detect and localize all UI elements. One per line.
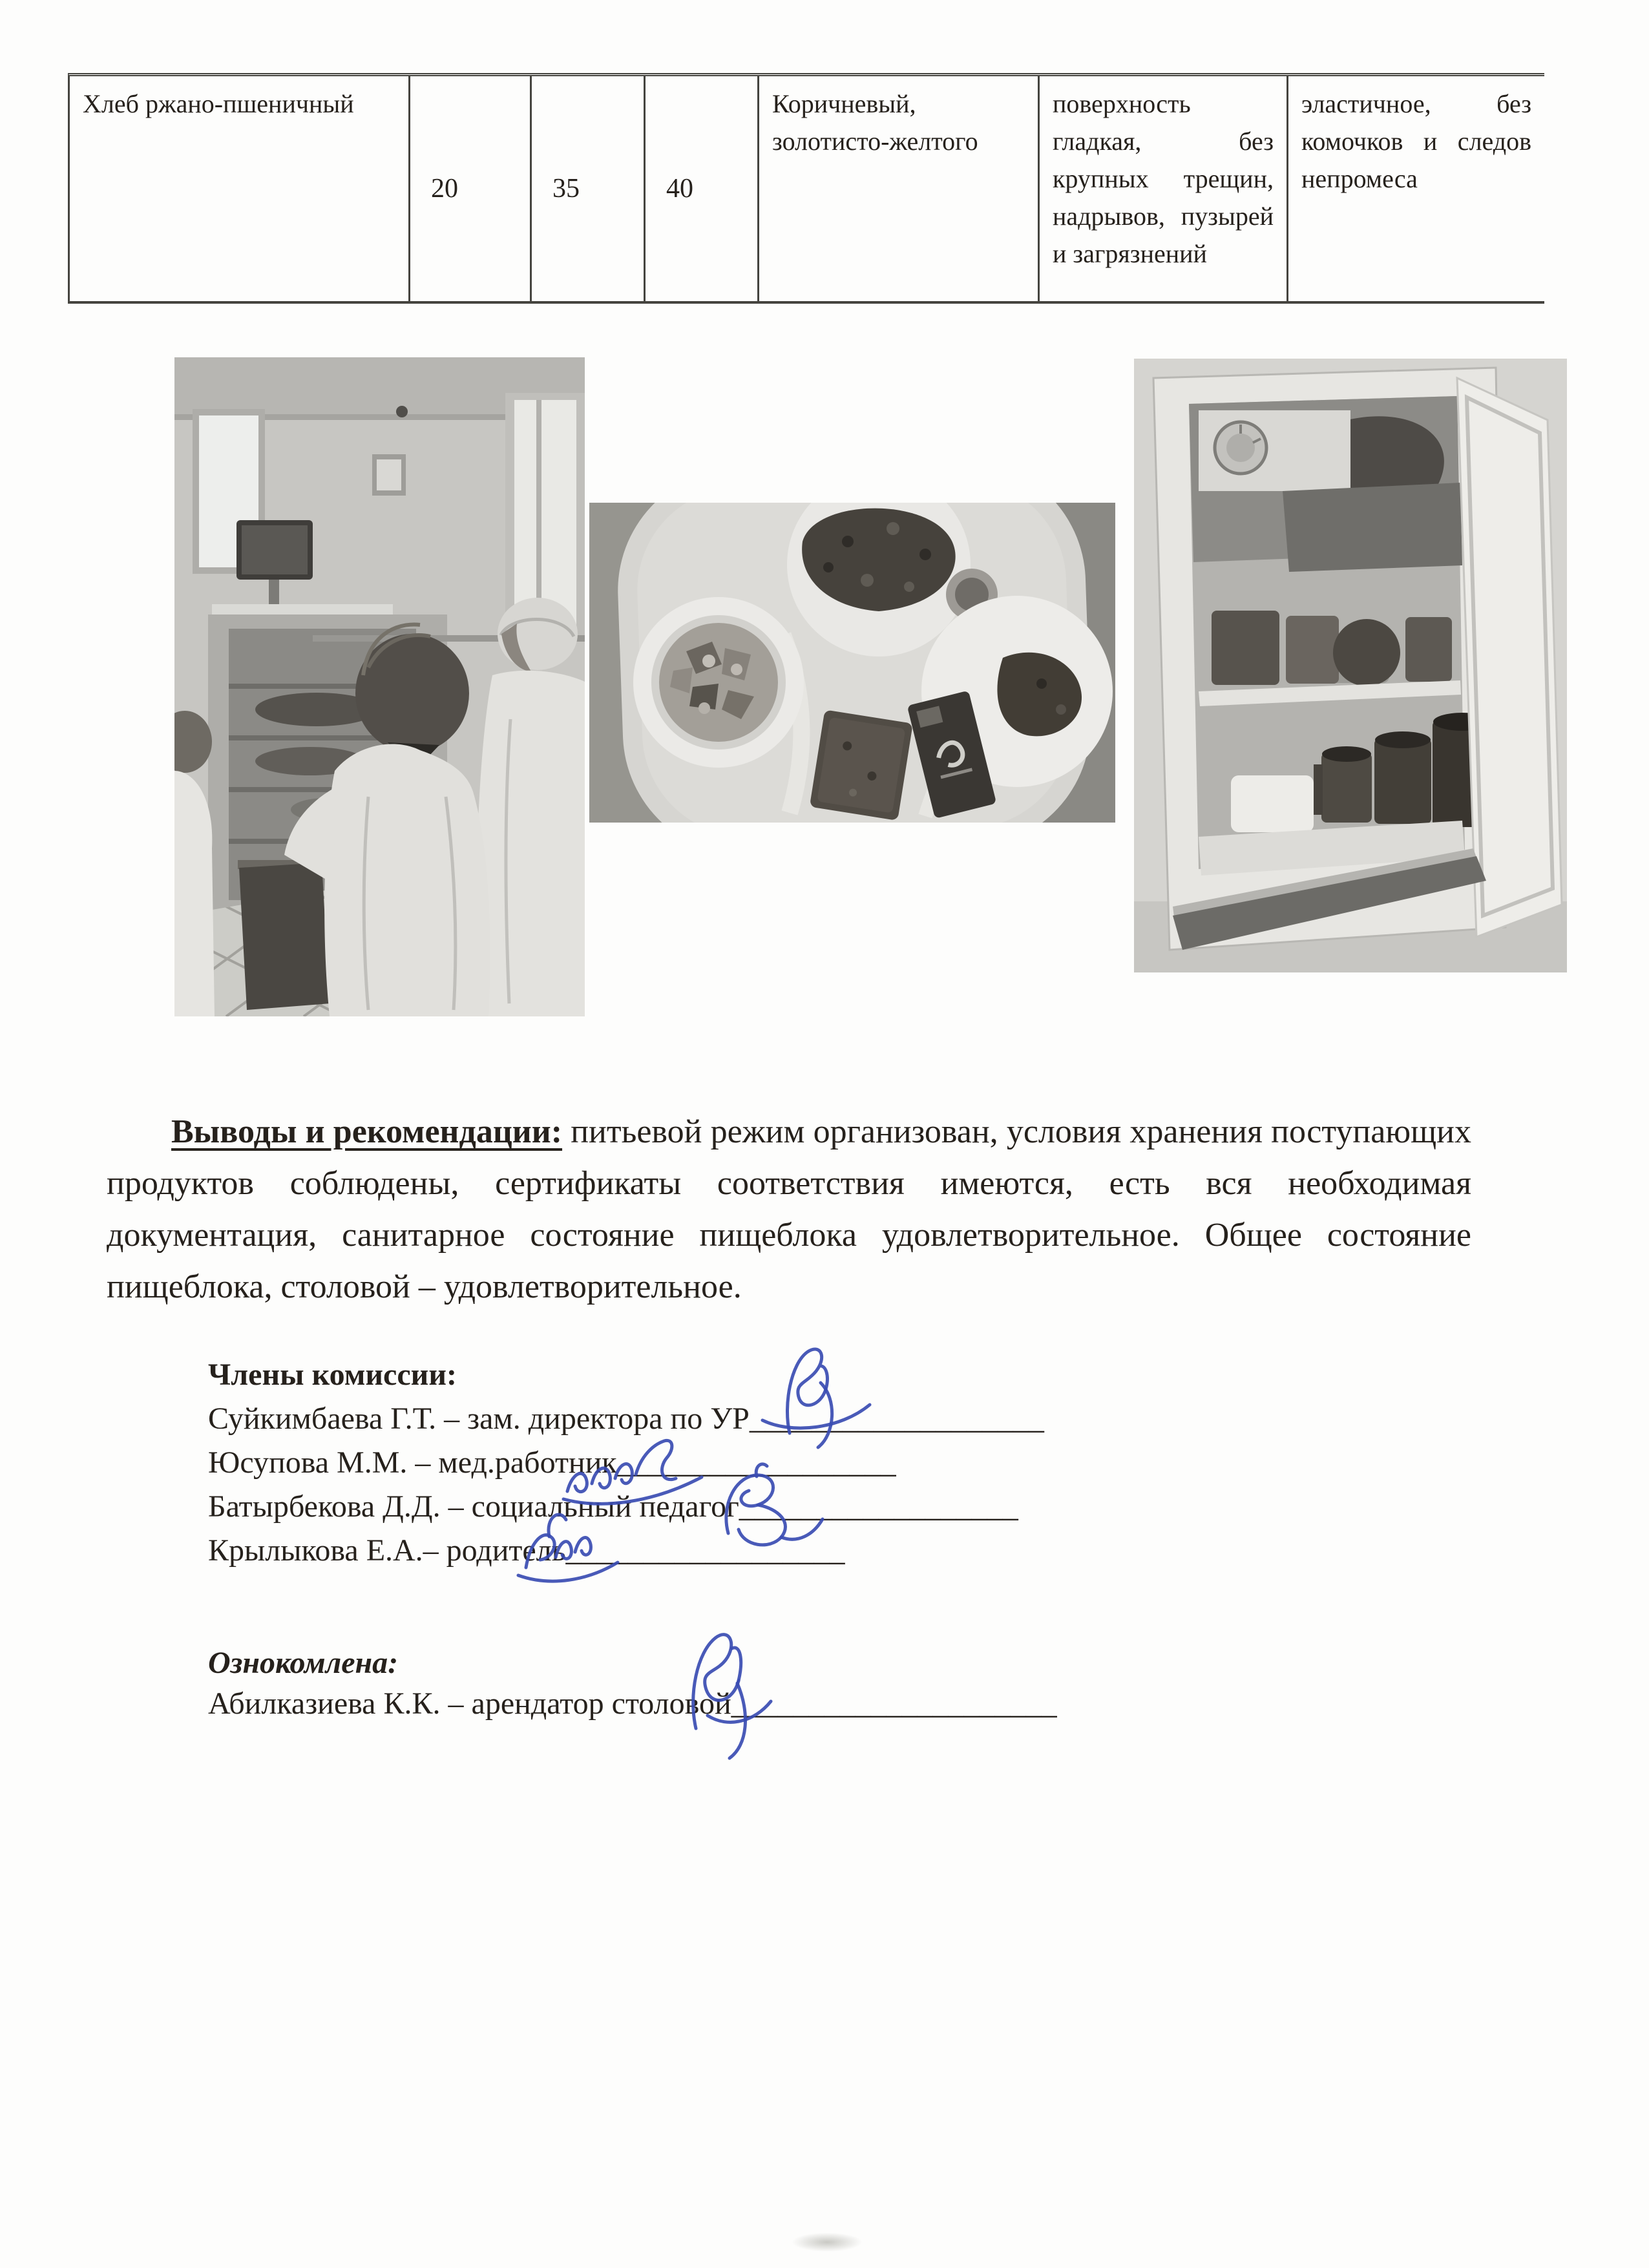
acknowledged-block bbox=[208, 1643, 1057, 1724]
acknowledged-row bbox=[208, 1683, 1057, 1724]
table-cell-value-3: 40 bbox=[646, 76, 759, 301]
food-tray-photo bbox=[589, 503, 1115, 823]
signature-krylykova bbox=[504, 1499, 640, 1596]
table-cell-crumb: эластичное, без комочков и следов непромеса bbox=[1301, 89, 1531, 193]
refrigerator-photo bbox=[1134, 359, 1567, 972]
signature-line: __________________ bbox=[565, 1533, 845, 1568]
table-cell-value-1: 20 bbox=[410, 76, 532, 301]
signature-line: _____________________ bbox=[731, 1686, 1057, 1721]
member-name: Суйкимбаева Г.Т. – зам. директора по УР bbox=[208, 1402, 750, 1436]
table-cell-value-2: 35 bbox=[532, 76, 646, 301]
table-cell-product-name: Хлеб ржано-пшеничный bbox=[70, 76, 410, 301]
table-cell-surface: поверхность гладкая, без крупных трещин, надрывов, пузырей и загрязнений bbox=[1040, 76, 1288, 301]
signature-line: ___________________ bbox=[749, 1402, 1044, 1436]
conclusions-body: питьевой режим организован, условия хранения поступающих продуктов соблюдены, сертификаты соответствия имеются, есть вся необходимая документация, санитарное состояние пищеблока удовлетворительное. Общее состояние пищеблока, столовой – удовлетворительное. bbox=[107, 1113, 1471, 1305]
signature-line: __________________ bbox=[616, 1445, 896, 1480]
bread-quality-table bbox=[68, 73, 1544, 304]
signature-batyrbekova bbox=[695, 1457, 837, 1554]
acknowledged-heading: Ознокомлена: bbox=[208, 1646, 399, 1680]
conclusions-heading: Выводы и рекомендации: bbox=[171, 1113, 563, 1150]
acknowledged-name: Абилказиева К.К. – арендатор столовой bbox=[208, 1686, 731, 1721]
kitchen-inspection-photo bbox=[174, 357, 585, 1016]
signature-line: __________________ bbox=[739, 1489, 1018, 1524]
member-name: Крылыкова Е.А.– родитель bbox=[208, 1533, 566, 1568]
scan-artifact bbox=[792, 2232, 863, 2252]
conclusions-paragraph bbox=[107, 1106, 1471, 1313]
signature-abilkazieva bbox=[656, 1619, 798, 1767]
table-cell-color: Коричневый, золотисто-желтого bbox=[759, 76, 1040, 301]
commission-heading: Члены комиссии: bbox=[208, 1358, 457, 1392]
member-name: Юсупова М.М. – мед.работник bbox=[208, 1445, 617, 1480]
signature-suikimbaeva bbox=[743, 1338, 879, 1454]
member-name: Батырбекова Д.Д. – социальный педагог bbox=[208, 1489, 739, 1524]
